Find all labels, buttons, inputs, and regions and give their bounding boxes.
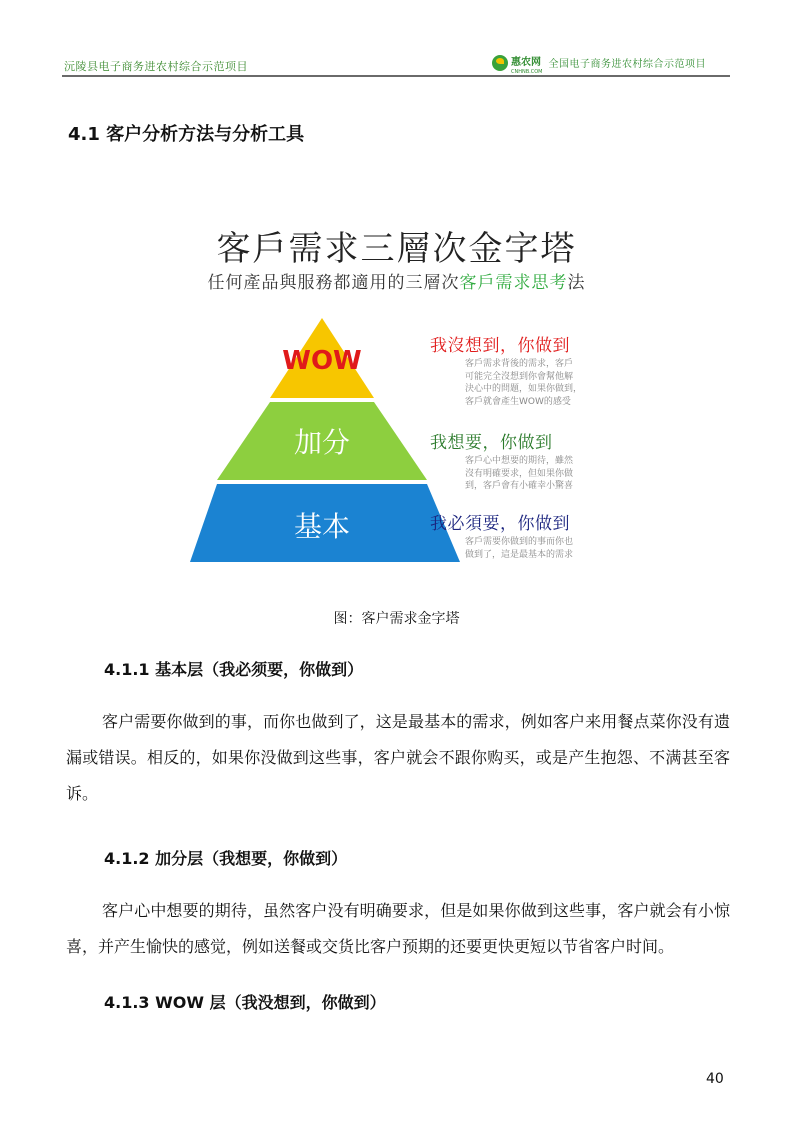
tier-plus-block bbox=[430, 428, 605, 493]
leaf-logo-icon bbox=[492, 55, 508, 71]
tier-plus-heading: 我想要，你做到 bbox=[430, 433, 553, 453]
subsection-heading-wow: 4.1.3 WOW 层（我没想到，你做到） bbox=[104, 993, 386, 1012]
desc-line: 客戶心中想要的期待，雖然 bbox=[465, 456, 574, 466]
logo-subtext: CNHNB.COM bbox=[511, 69, 543, 75]
subsection-heading-basic: 4.1.1 基本层（我必须要，你做到） bbox=[104, 660, 364, 679]
desc-line: 客戶需求背後的需求，客戶 bbox=[465, 359, 574, 369]
pyramid-label-basic: 基本 bbox=[293, 510, 351, 543]
pyramid-diagram bbox=[190, 318, 462, 564]
paragraph-plus: 客户心中想要的期待，虽然客户没有明确要求，但是如果你做到这些事，客户就会有小惊喜，并产生愉快的感觉，例如送餐或交货比客户预期的还要更快更短以节省客户时间。 bbox=[66, 901, 730, 956]
header-left-title: 沅陵县电子商务进农村综合示范项目 bbox=[64, 60, 248, 73]
tier-basic-block bbox=[430, 509, 605, 561]
tier-basic-heading: 我必須要，你做到 bbox=[430, 514, 570, 534]
subtitle-end: 法 bbox=[567, 273, 586, 293]
brand-logo bbox=[492, 50, 543, 75]
tier-wow-heading: 我沒想到，你做到 bbox=[430, 336, 570, 356]
page-number: 40 bbox=[706, 1071, 724, 1087]
header-right-title: 全国电子商务进农村综合示范项目 bbox=[548, 59, 706, 70]
tier-basic-desc bbox=[465, 536, 605, 561]
desc-line: 客戶就會產生WOW的感受 bbox=[465, 396, 571, 407]
figure-caption: 图：客户需求金字塔 bbox=[333, 611, 460, 627]
section-heading: 4.1 客户分析方法与分析工具 bbox=[68, 124, 305, 145]
header-divider bbox=[62, 75, 730, 77]
figure-title: 客戶需求三層次金字塔 bbox=[216, 229, 577, 269]
figure-subtitle bbox=[0, 268, 793, 293]
subtitle-plain: 任何產品與服務都適用的三層次 bbox=[207, 273, 460, 293]
tier-wow-desc bbox=[465, 358, 605, 408]
desc-line: 客戶需要你做到的事而你也 bbox=[465, 537, 574, 547]
desc-line: 沒有明確要求，但如果你做 bbox=[465, 468, 574, 479]
logo-text: 惠农网 bbox=[511, 57, 541, 68]
pyramid-label-plus: 加分 bbox=[293, 426, 351, 459]
paragraph-basic: 客户需要你做到的事，而你也做到了，这是最基本的需求，例如客户来用餐点菜你没有遗漏或错误。相反的，如果你没做到这些事，客户就会不跟你购买，或是产生抱怨、不满甚至客诉。 bbox=[66, 712, 730, 803]
subsection-heading-plus: 4.1.2 加分层（我想要，你做到） bbox=[104, 849, 348, 868]
desc-line: 做到了，這是最基本的需求 bbox=[465, 549, 574, 560]
pyramid-label-wow: WOW bbox=[282, 346, 362, 376]
desc-line: 可能完全沒想到你會幫他解 bbox=[465, 371, 574, 382]
tier-wow-block bbox=[430, 331, 605, 408]
desc-line: 到，客戶會有小確幸小驚喜 bbox=[465, 481, 574, 491]
subtitle-highlight: 客戶需求思考 bbox=[459, 273, 568, 293]
header-right bbox=[492, 50, 706, 75]
desc-line: 決心中的問題，如果你做到， bbox=[465, 384, 583, 394]
tier-plus-desc bbox=[465, 455, 605, 493]
